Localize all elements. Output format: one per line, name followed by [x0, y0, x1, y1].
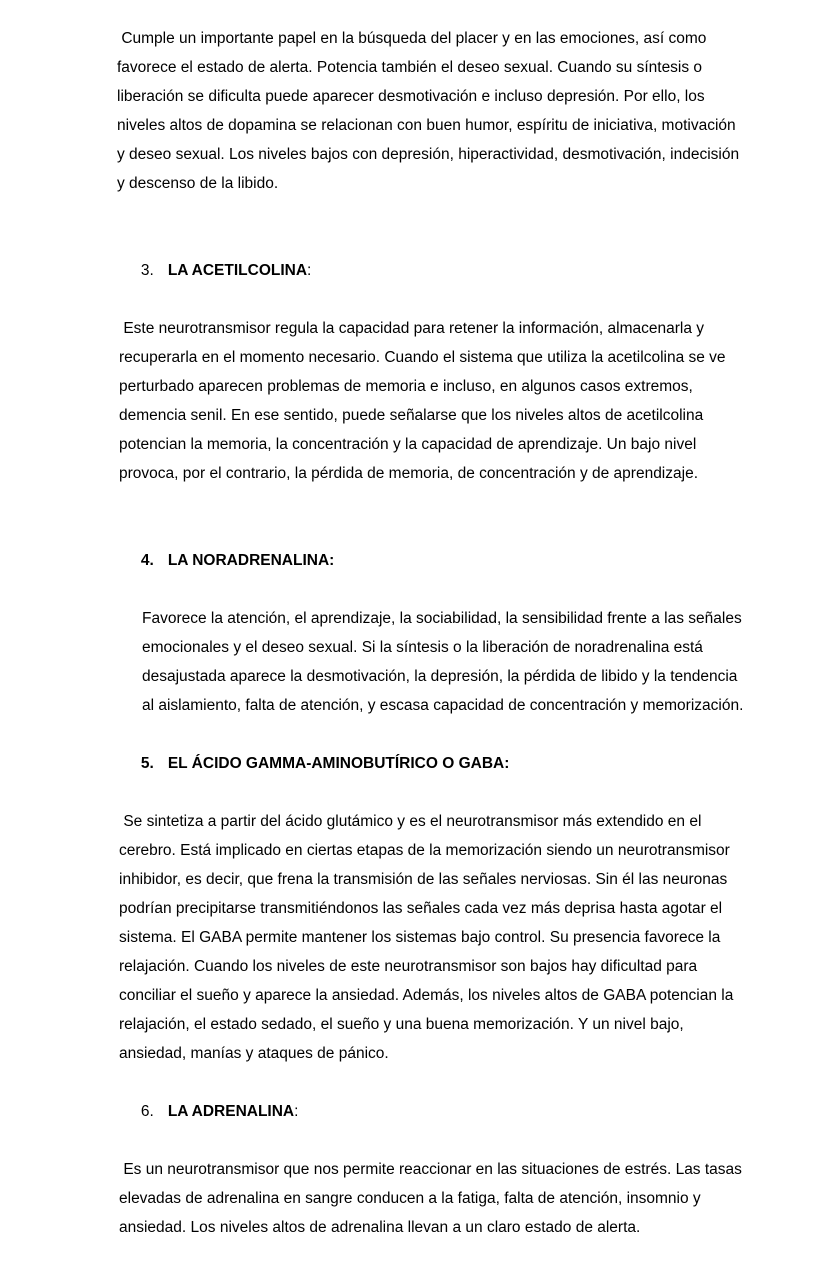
list-item-gaba: [117, 720, 746, 1068]
item-heading-noradrenalina: [117, 517, 746, 604]
item-title-colon: :: [307, 262, 312, 279]
item-heading-gaba: [117, 720, 746, 807]
item-title: EL ÁCIDO GAMMA-AMINOBUTÍRICO O GABA:: [167, 755, 510, 772]
item-title: LA ADRENALINA: [167, 1103, 295, 1120]
item-body: Favorece la atención, el aprendizaje, la sociabilidad, la sensibilidad frente a las señales emocionales y el deseo sexual. Si la síntesis o la liberación de noradrenalina está desajustada aparece la desmotivación, la depresión, la pérdida de libido y la tendencia al aislamiento, falta de atención, y escasa capacidad de concentración y memorización.: [142, 610, 747, 714]
item-number: 4.: [140, 552, 154, 569]
list-item-noradrenalina: [117, 517, 746, 720]
paragraph-dopamina-continuation: Cumple un importante papel en la búsqueda del placer y en las emociones, así como favorece el estado de alerta. Potencia también el deseo sexual. Cuando su síntesis o liberación se dificulta puede aparecer desmotivación e incluso depresión. Por ello, los niveles altos de dopamina se relacionan con buen humor, espíritu de iniciativa, motivación y deseo sexual. Los niveles bajos con depresión, hiperactividad, desmotivación, indecisión y descenso de la libido.: [117, 30, 744, 192]
item-number: 5.: [140, 755, 154, 772]
item-title-colon: :: [294, 1103, 299, 1120]
item-body: Es un neurotransmisor que nos permite reaccionar en las situaciones de estrés. Las tasas elevadas de adrenalina en sangre conducen a la fatiga, falta de atención, insomnio y ansiedad. Los niveles altos de adrenalina llevan a un claro estado de alerta.: [119, 1161, 747, 1236]
item-heading-adrenalina: [117, 1068, 746, 1155]
list-item-acetilcolina: [117, 227, 746, 488]
item-body: Se sintetiza a partir del ácido glutámico y es el neurotransmisor más extendido en el cerebro. Está implicado en ciertas etapas de la memorización siendo un neurotransmisor inhibidor, es decir, que frena la transmisión de las señales nerviosas. Sin él las neuronas podrían precipitarse transmitiéndonos las señales cada vez más deprisa hasta agotar el sistema. El GABA permite mantener los sistemas bajo control. Su presencia favorece la relajación. Cuando los niveles de este neurotransmisor son bajos hay dificultad para conciliar el sueño y aparece la ansiedad. Además, los niveles altos de GABA potencian la relajación, el estado sedado, el sueño y una buena memorización. Y un nivel bajo, ansiedad, manías y ataques de pánico.: [119, 813, 738, 1062]
item-number: 3.: [140, 262, 154, 279]
item-body: Este neurotransmisor regula la capacidad para retener la información, almacenarla y recuperarla en el momento necesario. Cuando el sistema que utiliza la acetilcolina se ve perturbado aparecen problemas de memoria e incluso, en algunos casos extremos, demencia senil. En ese sentido, puede señalarse que los niveles altos de acetilcolina potencian la memoria, la concentración y la capacidad de aprendizaje. Un bajo nivel provoca, por el contrario, la pérdida de memoria, de concentración y de aprendizaje.: [119, 320, 730, 482]
item-number: 6.: [140, 1103, 154, 1120]
list-item-adrenalina: [117, 1068, 746, 1242]
item-heading-acetilcolina: [117, 227, 746, 314]
item-title: LA NORADRENALINA:: [167, 552, 335, 569]
item-title: LA ACETILCOLINA: [167, 262, 308, 279]
